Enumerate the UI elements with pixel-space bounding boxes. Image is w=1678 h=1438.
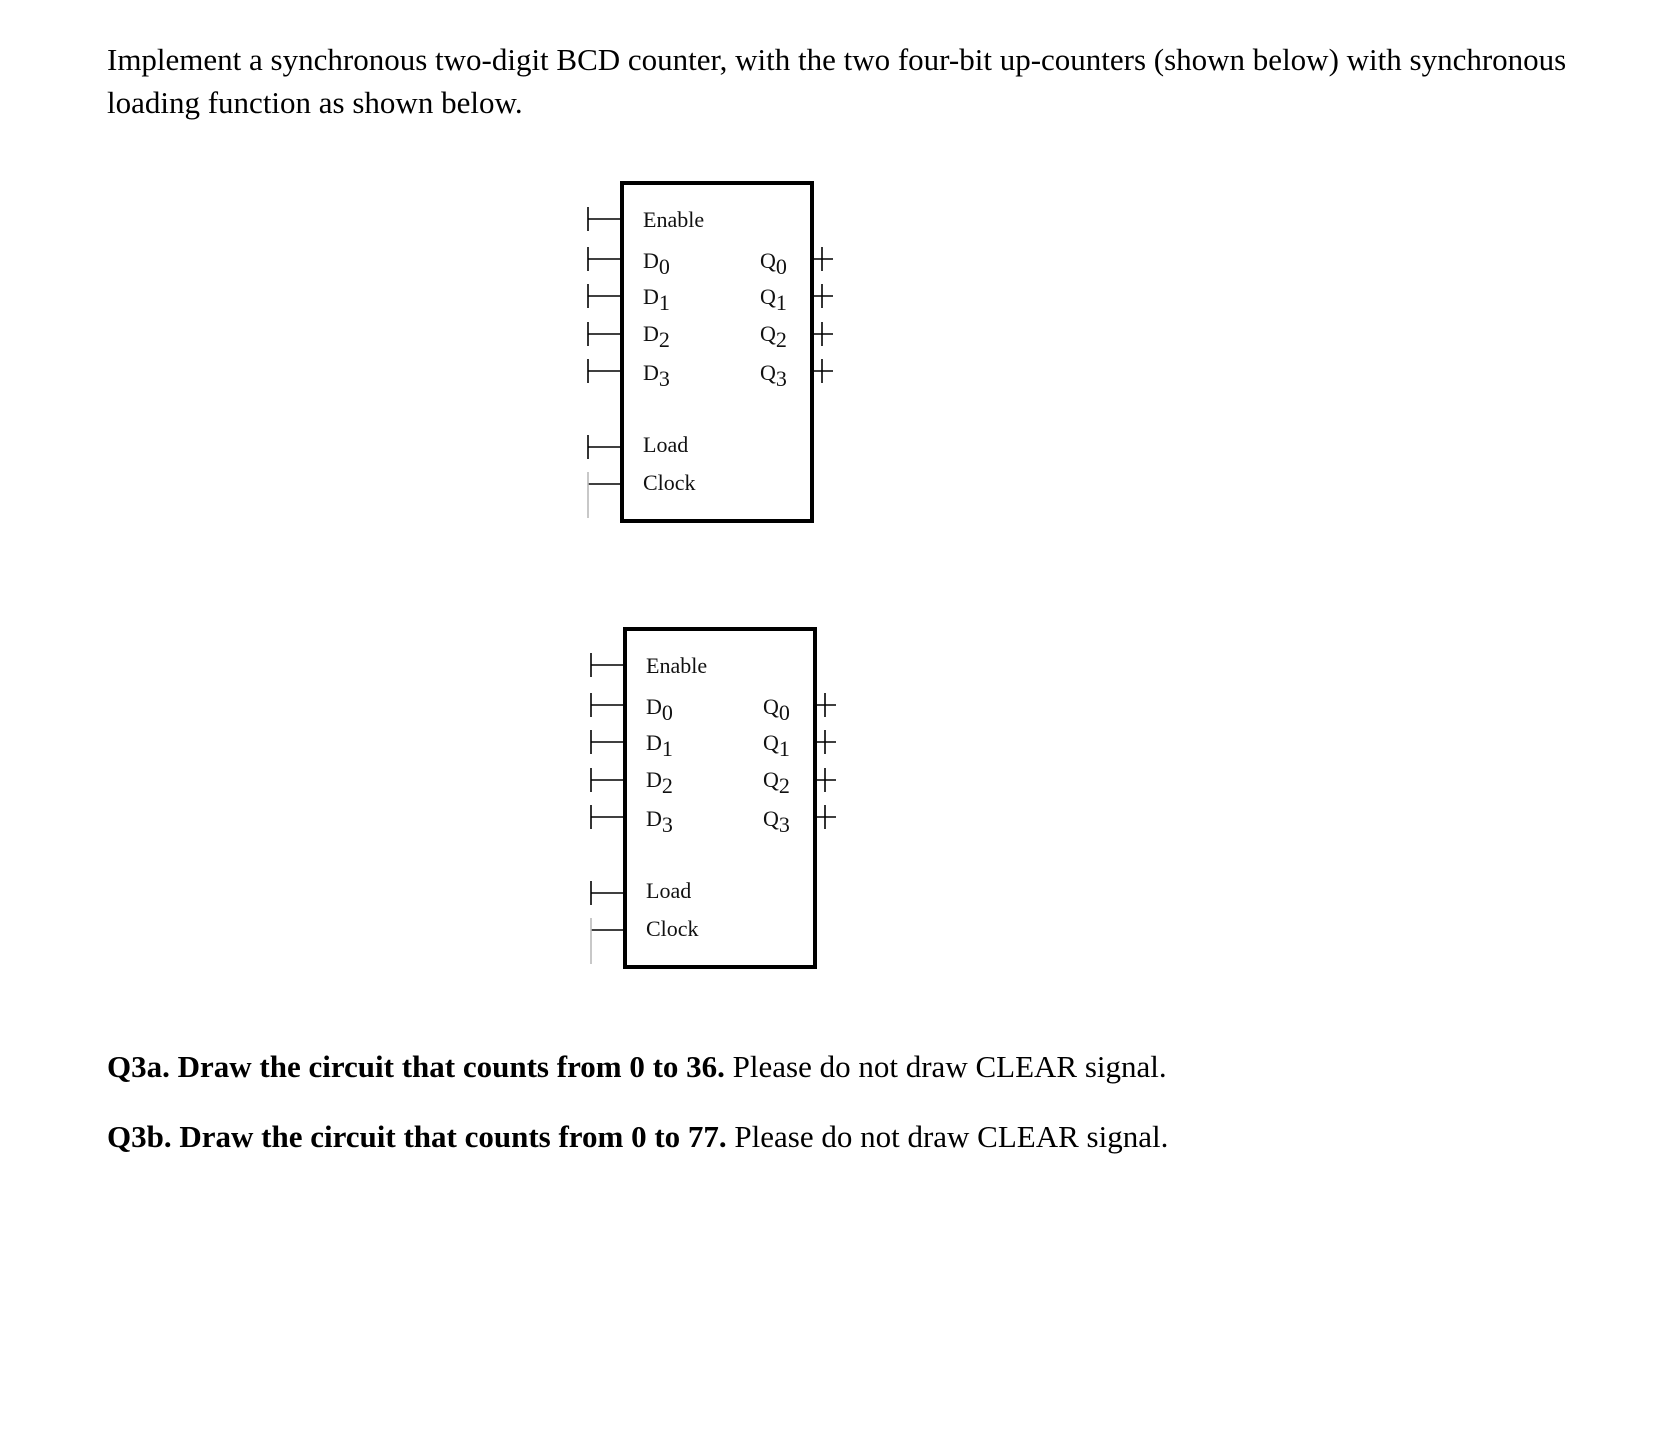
- counter-block-2: [591, 629, 836, 967]
- output-q3-label: Q3: [760, 360, 787, 391]
- input-d2-label: D2: [643, 321, 670, 352]
- input-d1-label: D1: [643, 284, 670, 315]
- input-d3-label: D3: [646, 806, 673, 837]
- question-q3a-rest: Please do not draw CLEAR signal.: [724, 1049, 1167, 1084]
- load-label: Load: [646, 878, 692, 903]
- question-q3a: [107, 1047, 1607, 1087]
- input-leads: [588, 207, 622, 518]
- output-q1-label: Q1: [760, 284, 787, 315]
- question-q3a-bold: Q3a. Draw the circuit that counts from 0 to 36.: [107, 1049, 725, 1084]
- question-q3b-rest: Please do not draw CLEAR signal.: [726, 1119, 1169, 1154]
- output-q0-label: Q0: [763, 694, 790, 725]
- enable-label: Enable: [643, 207, 705, 232]
- output-q2-label: Q2: [763, 767, 790, 798]
- question-q3b-bold: Q3b. Draw the circuit that counts from 0 to 77.: [107, 1119, 727, 1154]
- input-d3-label: D3: [643, 360, 670, 391]
- output-q1-label: Q1: [763, 730, 790, 761]
- output-leads: [815, 693, 836, 829]
- output-q3-label: Q3: [763, 806, 790, 837]
- input-d0-label: D0: [643, 248, 670, 279]
- load-label: Load: [643, 432, 689, 457]
- input-d1-label: D1: [646, 730, 673, 761]
- input-d2-label: D2: [646, 767, 673, 798]
- counter-block-1: [588, 183, 833, 521]
- clock-label: Clock: [643, 470, 696, 495]
- intro-text: Implement a synchronous two-digit BCD counter, with the two four-bit up-counters (shown below) with synchronous loading function as shown below.: [107, 42, 1567, 120]
- output-q2-label: Q2: [760, 321, 787, 352]
- enable-label: Enable: [646, 653, 708, 678]
- input-leads: [591, 653, 625, 964]
- question-q3b: [107, 1117, 1607, 1157]
- output-q0-label: Q0: [760, 248, 787, 279]
- output-leads: [812, 247, 833, 383]
- input-d0-label: D0: [646, 694, 673, 725]
- clock-label: Clock: [646, 916, 699, 941]
